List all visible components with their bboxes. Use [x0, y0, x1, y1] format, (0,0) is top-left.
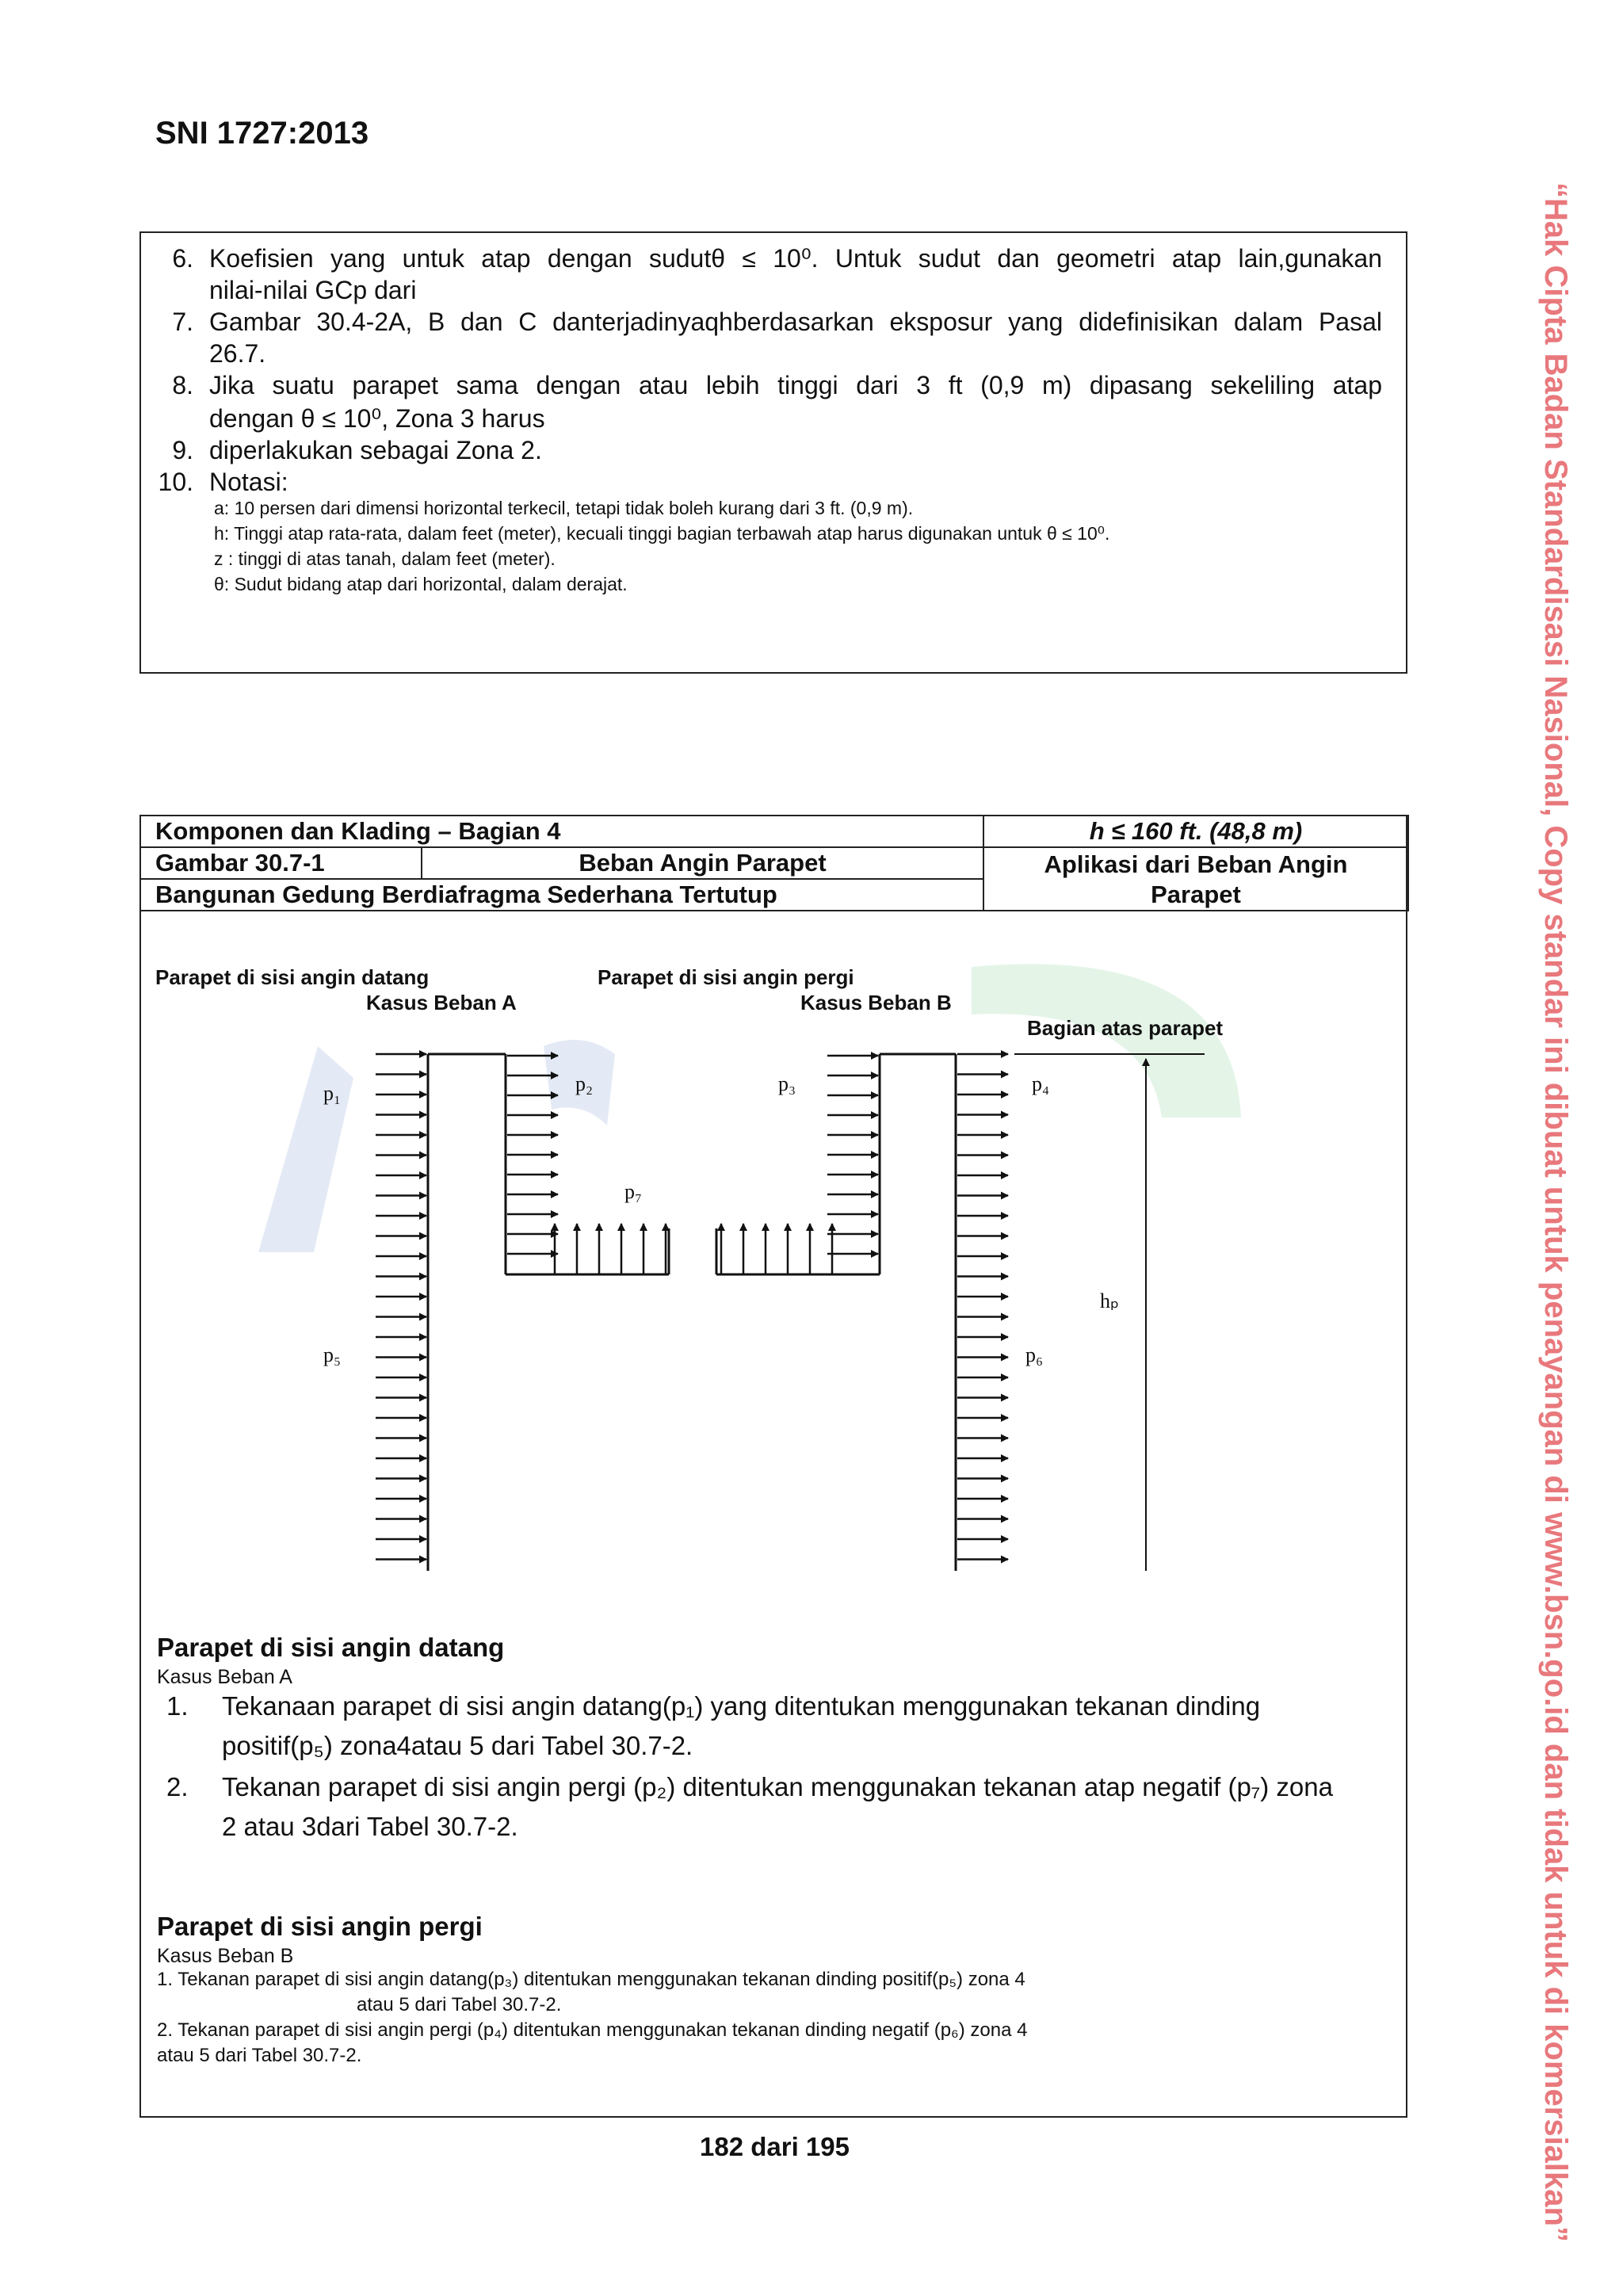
application-cell: Aplikasi dari Beban Angin Parapet [983, 846, 1409, 911]
parapet-top-label: Bagian atas parapet [1027, 1016, 1224, 1040]
windward-title: Parapet di sisi angin datang [157, 1633, 505, 1662]
leeward-item-1-line-1: 1. Tekanan parapet di sisi angin datang(p₃) ditentukan menggunakan tekanan dinding positif(p₅) zona 4 [157, 1969, 1025, 1990]
label-p4: p₄ [1032, 1072, 1050, 1095]
label-p2: p₂ [575, 1072, 594, 1095]
windward-diagram-title: Parapet di sisi angin datang [155, 965, 430, 989]
page-number: 182 dari 195 [700, 2132, 850, 2161]
case-b-label: Kasus Beban B [800, 991, 952, 1014]
leeward-item-2-line-2: atau 5 dari Tabel 30.7-2. [157, 2045, 362, 2066]
label-p5: p₅ [323, 1343, 342, 1366]
note-7: 7. Gambar 30.4-2A, B dan C danterjadinyaqhberdasarkan eksposur yang didefinisikan dalam Pasal 26.7. [172, 308, 1382, 368]
notation-h: h: Tinggi atap rata-rata, dalam feet (meter), kecuali tinggi bagian terbawah atap harus digunakan untuk θ ≤ 10⁰. [214, 523, 1110, 544]
notation-theta: θ: Sudut bidang atap dari horizontal, dalam derajat. [214, 574, 628, 594]
wind-pressure-arrows [376, 1054, 1008, 1560]
note-10: 10. Notasi: [158, 468, 288, 496]
windward-item-1: 1. Tekanaan parapet di sisi angin datang(p₁) yang ditentukan menggunakan tekanan dinding positif(p₅) zona4atau 5 dari Tabel 30.7-2. [166, 1691, 1261, 1760]
leeward-item-1-line-2: atau 5 dari Tabel 30.7-2. [357, 1994, 562, 2015]
building-type-cell: Bangunan Gedung Berdiafragma Sederhana Tertutup [139, 878, 984, 911]
note-6: 6. Koefisien yang untuk atap dengan sudutθ ≤ 10⁰. Untuk sudut dan geometri atap lain,gunakan nilai-nilai GCp dari [172, 244, 1382, 304]
parapet-wind-load-diagram [139, 919, 1407, 1601]
label-p1: p₁ [323, 1082, 342, 1105]
note-9: 9. diperlakukan sebagai Zona 2. [172, 436, 542, 464]
parapet-outline [428, 1054, 1205, 1571]
standard-header: SNI 1727:2013 [155, 116, 369, 151]
windward-item-2: 2. Tekanan parapet di sisi angin pergi (p₂) ditentukan menggunakan tekanan atap negatif (p₇) zona 2 atau 3dari Tabel 30.7-2. [166, 1772, 1333, 1841]
leeward-case: Kasus Beban B [157, 1945, 294, 1967]
label-hp: hₚ [1100, 1289, 1120, 1312]
figure-title-cell: Beban Angin Parapet [421, 846, 984, 880]
label-p6: p₆ [1025, 1343, 1044, 1366]
height-limit-cell: h ≤ 160 ft. (48,8 m) [983, 815, 1409, 848]
label-p7: p₇ [624, 1180, 643, 1203]
notation-z: z : tinggi di atas tanah, dalam feet (meter). [214, 548, 556, 569]
notes-box [139, 231, 1407, 674]
section-title-cell: Komponen dan Klading – Bagian 4 [139, 815, 984, 848]
case-a-label: Kasus Beban A [366, 991, 517, 1014]
notation-a: a: 10 persen dari dimensi horizontal terkecil, tetapi tidak boleh kurang dari 3 ft. (0,9 m). [214, 498, 914, 518]
leeward-item-2-line-1: 2. Tekanan parapet di sisi angin pergi (p₄) ditentukan menggunakan tekanan dinding negatif (p₆) zona 4 [157, 2019, 1028, 2041]
note-8: 8. Jika suatu parapet sama dengan atau lebih tinggi dari 3 ft (0,9 m) dipasang sekeliling atap dengan θ ≤ 10⁰, Zona 3 harus [172, 371, 1382, 433]
copyright-watermark: “Hak Cipta Badan Standardisasi Nasional, Copy standar ini dibuat untuk penayangan di www.bsn.go.id dan tidak untuk di komersialkan” [1538, 182, 1573, 2242]
windward-case: Kasus Beban A [157, 1666, 292, 1688]
leeward-title: Parapet di sisi angin pergi [157, 1912, 483, 1941]
label-p3: p₃ [778, 1072, 796, 1095]
figure-number-cell: Gambar 30.7-1 [139, 846, 422, 880]
leeward-diagram-title: Parapet di sisi angin pergi [598, 965, 854, 989]
